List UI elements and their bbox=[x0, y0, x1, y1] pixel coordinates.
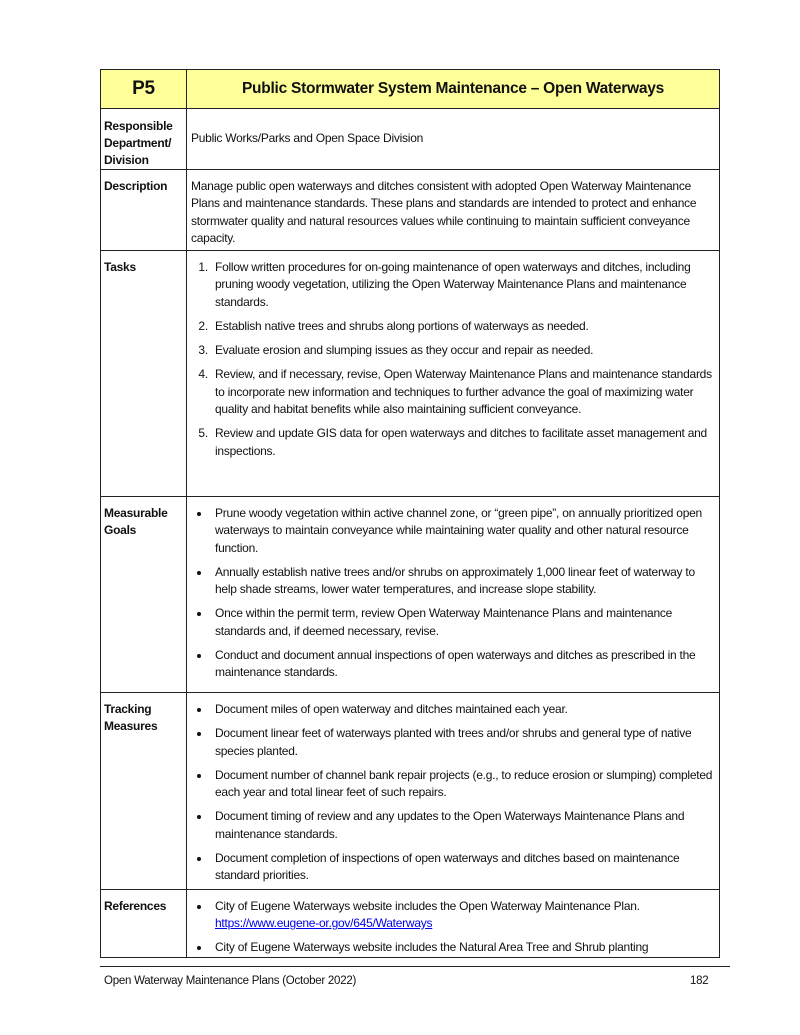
footer-title: Open Waterway Maintenance Plans (October 2022) bbox=[104, 975, 357, 987]
list-item: • Document linear feet of waterways planted with trees and/or shrubs and general type of native species planted. bbox=[211, 725, 715, 760]
table-row bbox=[101, 170, 720, 251]
list-item: • Conduct and document annual inspections of open waterways and ditches as prescribed in the maintenance standards. bbox=[211, 647, 715, 682]
list-item: • Document miles of open waterway and ditches maintained each year. bbox=[211, 701, 715, 718]
reference-text: City of Eugene Waterways website includes the Open Waterway Maintenance Plan. bbox=[215, 898, 640, 913]
tracking-list bbox=[191, 701, 715, 885]
program-table bbox=[100, 69, 720, 958]
row-label: References bbox=[101, 889, 187, 957]
list-item: • Once within the permit term, review Open Waterway Maintenance Plans and maintenance standards and, if deemed necessary, revise. bbox=[211, 605, 715, 640]
table-row bbox=[101, 497, 720, 693]
list-item: 4. Review, and if necessary, revise, Open Waterway Maintenance Plans and maintenance standards to incorporate new information and techniques to further advance the goal of maximizing water quality and habitat benefits while also maintaining sufficient conveyance. bbox=[211, 366, 715, 418]
references-list bbox=[191, 898, 715, 957]
list-item: 2. Establish native trees and shrubs along portions of waterways as needed. bbox=[211, 318, 715, 335]
list-item bbox=[211, 898, 715, 933]
list-item: • Document timing of review and any updates to the Open Waterways Maintenance Plans and maintenance standards. bbox=[211, 808, 715, 843]
list-item: 1. Follow written procedures for on-going maintenance of open waterways and ditches, including pruning woody vegetation, utilizing the Open Waterway Maintenance Plans and maintenance standards. bbox=[211, 259, 715, 311]
program-title: Public Stormwater System Maintenance – Open Waterways bbox=[187, 70, 720, 109]
footer-divider bbox=[100, 966, 730, 967]
list-item: • City of Eugene Waterways website includes the Natural Area Tree and Shrub planting bbox=[211, 939, 715, 956]
list-item: • Prune woody vegetation within active channel zone, or “green pipe”, on annually prioritized open waterways to maintain conveyance while maintaining water quality and other natural resource function. bbox=[211, 505, 715, 557]
page-number: 182 bbox=[690, 975, 709, 987]
description-value: Manage public open waterways and ditches consistent with adopted Open Waterway Maintenance Plans and maintenance standards. These plans and standards are intended to protect and enhance stormwater quality and natural resources values while continuing to maintain sufficient conveyance capacity. bbox=[187, 170, 720, 251]
responsible-value: Public Works/Parks and Open Space Division bbox=[187, 109, 720, 170]
list-item: • Annually establish native trees and/or shrubs on approximately 1,000 linear feet of waterway to help shade streams, lower water temperatures, and increase slope stability. bbox=[211, 564, 715, 599]
row-label: Description bbox=[101, 170, 187, 251]
list-item: 5. Review and update GIS data for open waterways and ditches to facilitate asset management and inspections. bbox=[211, 425, 715, 460]
table-row bbox=[101, 693, 720, 890]
list-item: • Document number of channel bank repair projects (e.g., to reduce erosion or slumping) completed each year and total linear feet of such repairs. bbox=[211, 767, 715, 802]
table-row bbox=[101, 109, 720, 170]
table-row bbox=[101, 251, 720, 497]
row-label: Measurable Goals bbox=[101, 497, 187, 693]
program-code: P5 bbox=[101, 70, 187, 109]
row-label: Responsible Department/ Division bbox=[101, 109, 187, 170]
table-row bbox=[101, 889, 720, 957]
row-label: Tasks bbox=[101, 251, 187, 497]
tasks-list bbox=[191, 259, 715, 460]
list-item: • Document completion of inspections of open waterways and ditches based on maintenance standard priorities. bbox=[211, 850, 715, 885]
row-label: Tracking Measures bbox=[101, 693, 187, 890]
goals-list bbox=[191, 505, 715, 682]
waterways-link[interactable]: https://www.eugene-or.gov/645/Waterways bbox=[215, 915, 433, 930]
table-header-row bbox=[101, 70, 720, 109]
list-item: 3. Evaluate erosion and slumping issues as they occur and repair as needed. bbox=[211, 342, 715, 359]
